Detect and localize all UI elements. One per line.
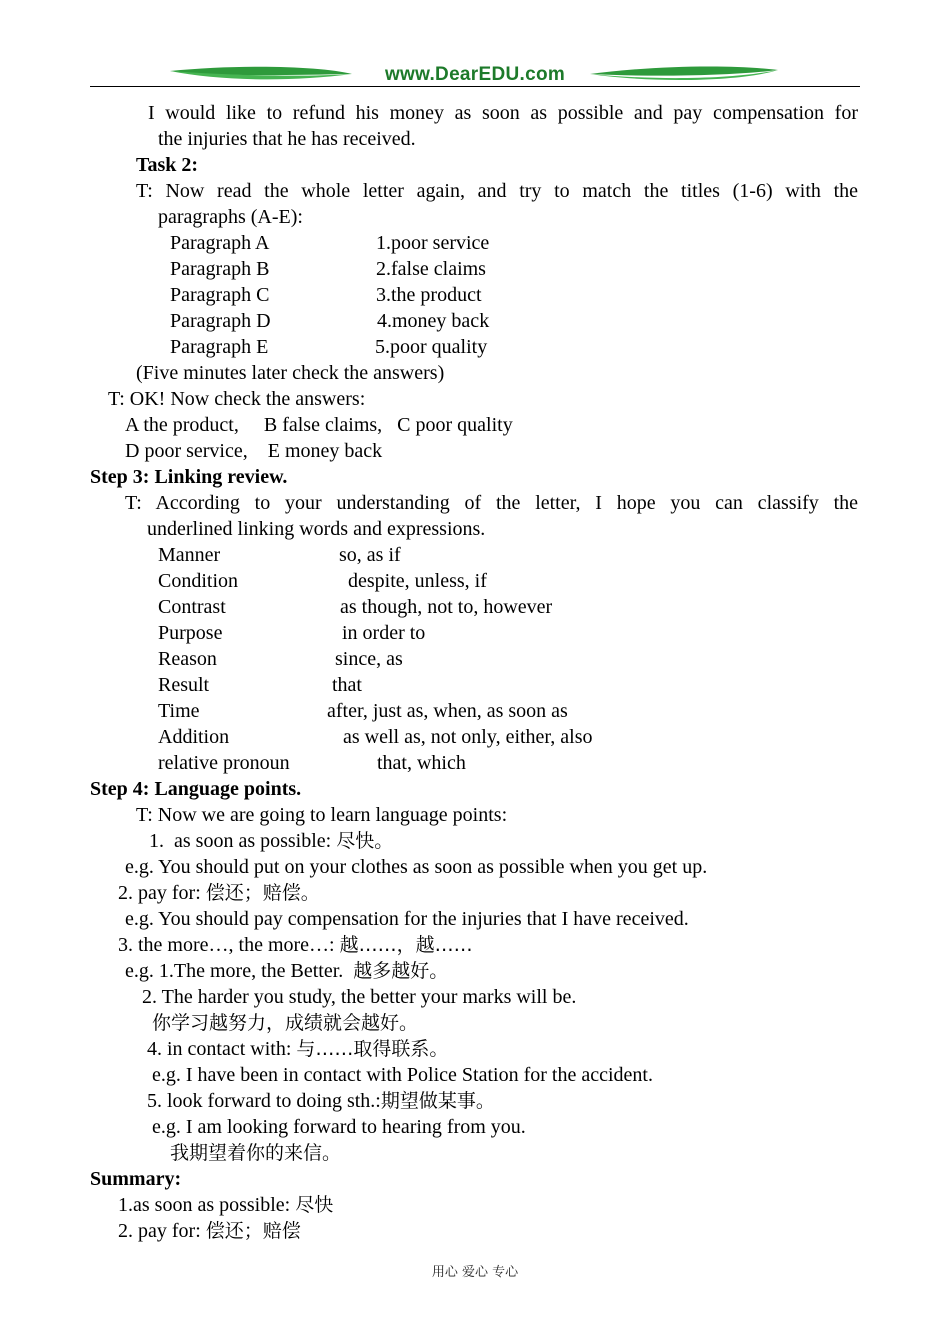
- intro-line-1: I would like to refund his money as soon as possible and pay compensation for: [148, 102, 858, 124]
- summary-item-2: 2. pay for: 偿还；赔偿: [118, 1220, 301, 1242]
- language-point-4: 4. in contact with: 与……取得联系。: [147, 1038, 449, 1060]
- task2-title-4: 4.money back: [377, 310, 490, 332]
- task2-paragraph-b: Paragraph B: [170, 258, 270, 280]
- linking-category: Addition: [158, 726, 230, 748]
- summary-item-1: 1.as soon as possible: 尽快: [118, 1194, 334, 1216]
- linking-category: Time: [158, 700, 200, 722]
- example-4: e.g. I have been in contact with Police Station for the accident.: [152, 1064, 653, 1086]
- linking-words: despite, unless, if: [348, 570, 487, 592]
- task2-answers-2: D poor service, E money back: [125, 440, 383, 462]
- step3-title: Step 3: Linking review.: [90, 466, 288, 488]
- linking-category: relative pronoun: [158, 752, 290, 774]
- task2-title-3: 3.the product: [376, 284, 482, 306]
- task2-title: Task 2:: [136, 154, 199, 176]
- example-3: e.g. 1.The more, the Better. 越多越好。: [125, 960, 449, 982]
- linking-category: Result: [158, 674, 210, 696]
- example-2: e.g. You should pay compensation for the injuries that I have received.: [125, 908, 689, 930]
- task2-paragraph-e: Paragraph E: [170, 336, 269, 358]
- linking-words: after, just as, when, as soon as: [327, 700, 568, 722]
- linking-words: as well as, not only, either, also: [343, 726, 593, 748]
- linking-words: as though, not to, however: [340, 596, 553, 618]
- example-5-translation: 我期望着你的来信。: [170, 1142, 342, 1164]
- task2-answers-1: A the product, B false claims, C poor quality: [125, 414, 513, 436]
- example-5: e.g. I am looking forward to hearing from you.: [152, 1116, 526, 1138]
- step3-instruction-1: T: According to your understanding of the letter, I hope you can classify the: [125, 492, 858, 514]
- task2-note: (Five minutes later check the answers): [136, 362, 445, 384]
- header-rule: [90, 86, 860, 87]
- task2-check: T: OK! Now check the answers:: [108, 388, 366, 410]
- linking-category: Purpose: [158, 622, 223, 644]
- linking-words: that: [332, 674, 362, 696]
- task2-paragraph-a: Paragraph A: [170, 232, 270, 254]
- step3-instruction-2: underlined linking words and expressions.: [147, 518, 486, 540]
- linking-words: in order to: [342, 622, 426, 644]
- task2-instruction-1: T: Now read the whole letter again, and try to match the titles (1-6) with the: [136, 180, 858, 202]
- linking-category: Manner: [158, 544, 221, 566]
- linking-category: Contrast: [158, 596, 226, 618]
- task2-instruction-2: paragraphs (A-E):: [158, 206, 303, 228]
- linking-words: that, which: [377, 752, 466, 774]
- intro-line-2: the injuries that he has received.: [158, 128, 416, 150]
- task2-title-2: 2.false claims: [376, 258, 486, 280]
- example-1: e.g. You should put on your clothes as soon as possible when you get up.: [125, 856, 708, 878]
- language-point-1: 1. as soon as possible: 尽快。: [149, 830, 394, 852]
- step4-intro: T: Now we are going to learn language points:: [136, 804, 508, 826]
- example-3b: 2. The harder you study, the better your marks will be.: [142, 986, 577, 1008]
- task2-title-5: 5.poor quality: [375, 336, 488, 358]
- page-footer: 用心 爱心 专心: [431, 1265, 519, 1280]
- language-point-3: 3. the more…, the more…: 越……，越……: [118, 934, 473, 956]
- site-logo-text: www.DearEDU.com: [384, 64, 566, 85]
- language-point-2: 2. pay for: 偿还；赔偿。: [118, 882, 320, 904]
- task2-paragraph-c: Paragraph C: [170, 284, 270, 306]
- summary-title: Summary:: [90, 1168, 182, 1190]
- task2-title-1: 1.poor service: [376, 232, 490, 254]
- linking-category: Condition: [158, 570, 239, 592]
- example-3b-translation: 你学习越努力，成绩就会越好。: [152, 1012, 419, 1034]
- step4-title: Step 4: Language points.: [90, 778, 302, 800]
- language-point-5: 5. look forward to doing sth.:期望做某事。: [147, 1090, 495, 1112]
- linking-words: so, as if: [339, 544, 401, 566]
- linking-words: since, as: [335, 648, 403, 670]
- linking-category: Reason: [158, 648, 217, 670]
- task2-paragraph-d: Paragraph D: [170, 310, 271, 332]
